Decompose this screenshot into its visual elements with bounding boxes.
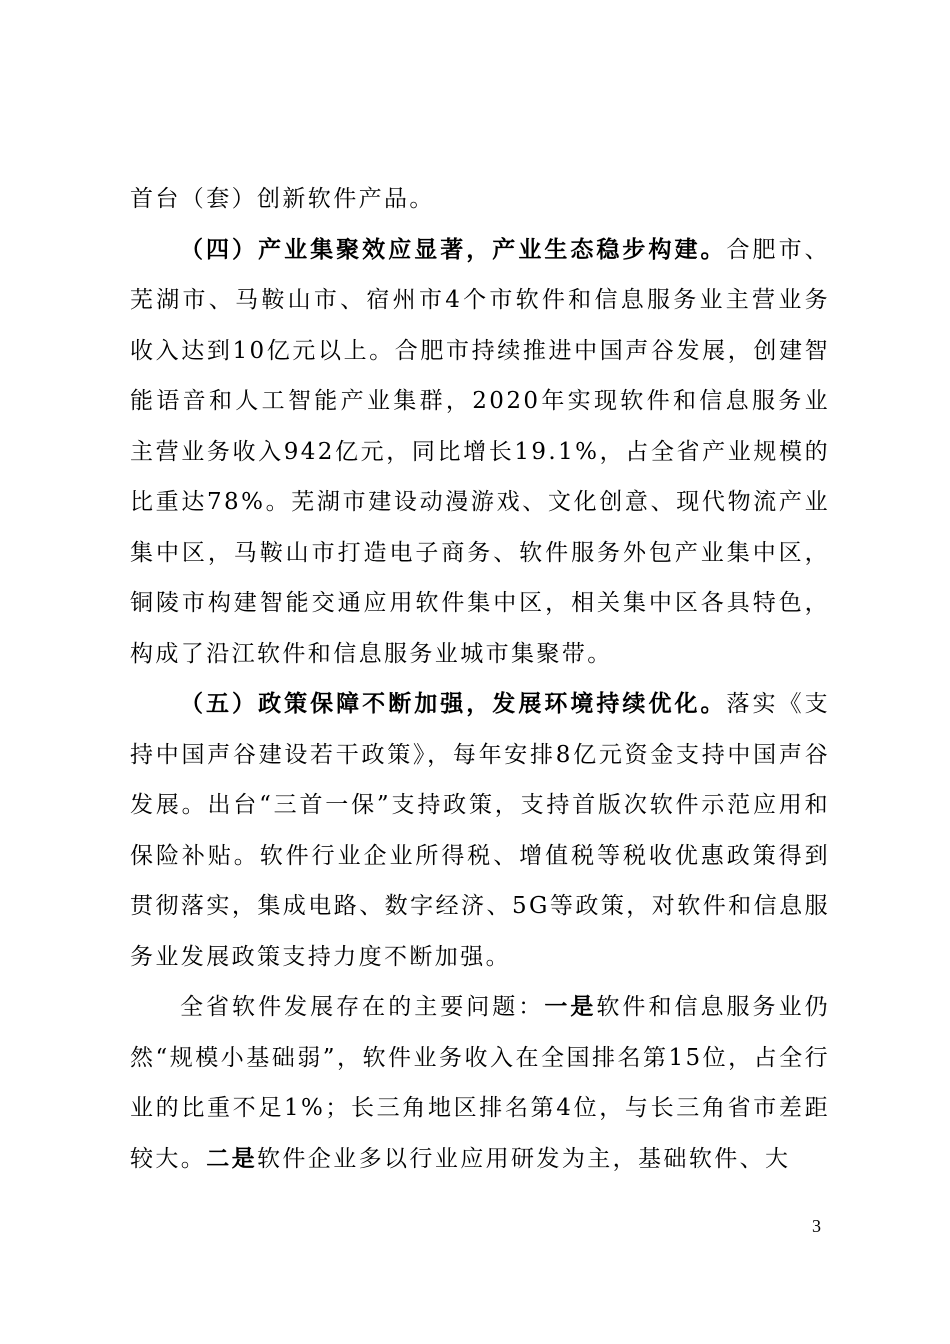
problem-text-first: 软件和信息服务业仍然“规模小基础弱”，软件业务收入在全国排名第15位，占全行业的比重不足1%；长三角地区排名第4位，与长三角省市差距较大。 bbox=[130, 994, 830, 1172]
problem-label-first: 一是 bbox=[544, 993, 597, 1020]
paragraph-text: 首台（套）创新软件产品。 bbox=[130, 186, 435, 212]
paragraph-industry-clustering bbox=[130, 225, 830, 680]
section-heading-four: （四）产业集聚效应显著，产业生态稳步构建。 bbox=[180, 235, 727, 263]
problem-label-second: 二是 bbox=[206, 1144, 258, 1172]
problem-text-second: 软件企业多以行业应用研发为主，基础软件、大 bbox=[257, 1145, 791, 1172]
section-heading-five: （五）政策保障不断加强，发展环境持续优化。 bbox=[180, 690, 727, 717]
paragraph-policy-support bbox=[130, 679, 830, 982]
paragraph-text: 合肥市、芜湖市、马鞍山市、宿州市4个市软件和信息服务业主营业务收入达到10亿元以上。合肥市持续推进中国声谷发展，创建智能语音和人工智能产业集群，2020年实现软件和信息服务业主营业务收入942亿元，同比增长19.1%，占全省产业规模的比重达78%。芜湖市建设动漫游戏、文化创意、现代物流产业集中区，马鞍山市打造电子商务、软件服务外包产业集中区，铜陵市构建智能交通应用软件集中区，相关集中区各具特色，构成了沿江软件和信息服务业城市集聚带。 bbox=[130, 236, 830, 667]
page-number: 3 bbox=[812, 1216, 821, 1236]
paragraph-main-problems bbox=[130, 982, 830, 1184]
problems-intro: 全省软件发展存在的主要问题： bbox=[180, 994, 545, 1020]
document-body bbox=[130, 174, 830, 1184]
paragraph-text: 落实《支持中国声谷建设若干政策》，每年安排8亿元资金支持中国声谷发展。出台“三首一保”支持政策，支持首版次软件示范应用和保险补贴。软件行业企业所得税、增值税等税收优惠政策得到贯彻落实，集成电路、数字经济、5G等政策，对软件和信息服务业发展政策支持力度不断加强。 bbox=[130, 691, 830, 970]
paragraph-continuation bbox=[130, 174, 830, 225]
